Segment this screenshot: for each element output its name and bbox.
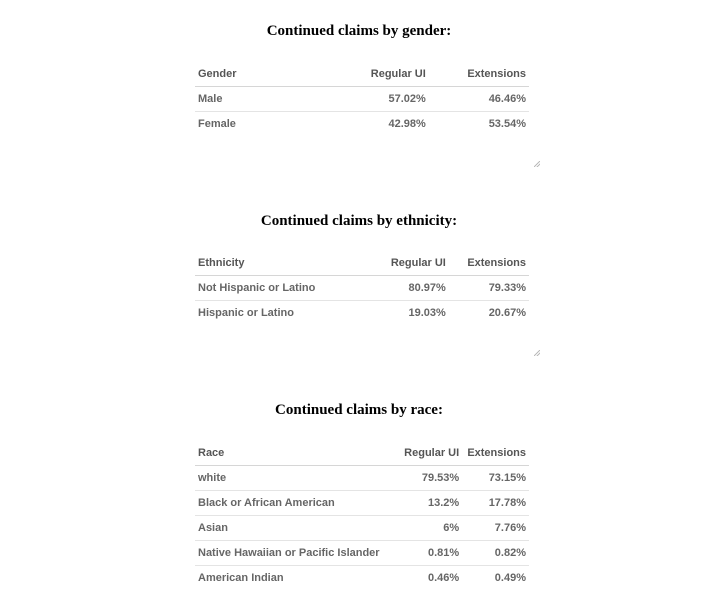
extensions-value: 0.49%	[494, 572, 526, 584]
row-label: Black or African American	[195, 491, 399, 516]
table-row	[195, 541, 529, 566]
table-header-row	[195, 251, 529, 276]
column-header-gender[interactable]: Gender	[195, 62, 329, 87]
row-label: Not Hispanic or Latino	[195, 276, 369, 301]
table-row	[195, 87, 529, 112]
regular-ui-value: 0.81%	[399, 541, 462, 566]
regular-ui-value: 79.53%	[399, 466, 462, 491]
table-row	[195, 516, 529, 541]
ethnicity-section-title: Continued claims by ethnicity:	[260, 213, 458, 229]
table-header-row	[195, 62, 529, 87]
race-table	[195, 441, 529, 590]
extensions-value: 53.54%	[488, 118, 526, 130]
regular-ui-value: 57.02%	[329, 87, 429, 112]
regular-ui-value: 6%	[399, 516, 462, 541]
regular-ui-value: 80.97%	[369, 276, 449, 301]
race-section-title: Continued claims by race:	[275, 402, 443, 418]
table-row	[195, 276, 529, 301]
row-label: Female	[198, 118, 236, 130]
row-label: Native Hawaiian or Pacific Islander	[195, 541, 399, 566]
column-header-extensions[interactable]: Extensions	[449, 251, 529, 276]
row-label: Asian	[195, 516, 399, 541]
extensions-value: 17.78%	[462, 491, 529, 516]
column-header-regular-ui[interactable]: Regular UI	[369, 251, 449, 276]
regular-ui-value: 13.2%	[399, 491, 462, 516]
column-header-extensions[interactable]: Extensions	[429, 62, 529, 87]
table-row	[195, 301, 529, 326]
gender-table	[195, 62, 529, 136]
ethnicity-table	[195, 251, 529, 325]
extensions-value: 79.33%	[449, 276, 529, 301]
column-header-race[interactable]: Race	[195, 441, 399, 466]
column-header-regular-ui[interactable]: Regular UI	[399, 441, 462, 466]
row-label: Male	[195, 87, 329, 112]
row-label: white	[195, 466, 399, 491]
table-row	[195, 491, 529, 516]
regular-ui-value: 42.98%	[388, 118, 426, 130]
table-header-row	[195, 441, 529, 466]
gender-section-title: Continued claims by gender:	[266, 23, 452, 39]
row-label: American Indian	[198, 572, 284, 584]
extensions-value: 20.67%	[488, 307, 526, 319]
column-header-regular-ui[interactable]: Regular UI	[329, 62, 429, 87]
column-header-ethnicity[interactable]: Ethnicity	[195, 251, 369, 276]
resize-handle-icon[interactable]	[534, 350, 540, 356]
regular-ui-value: 0.46%	[427, 572, 460, 584]
extensions-value: 73.15%	[462, 466, 529, 491]
extensions-value: 46.46%	[429, 87, 529, 112]
table-row	[195, 466, 529, 491]
table-row	[195, 566, 529, 591]
table-row	[195, 112, 529, 137]
column-header-extensions[interactable]: Extensions	[462, 441, 529, 466]
row-label: Hispanic or Latino	[198, 307, 294, 319]
extensions-value: 7.76%	[462, 516, 529, 541]
regular-ui-value: 19.03%	[408, 307, 446, 319]
extensions-value: 0.82%	[462, 541, 529, 566]
resize-handle-icon[interactable]	[534, 161, 540, 167]
